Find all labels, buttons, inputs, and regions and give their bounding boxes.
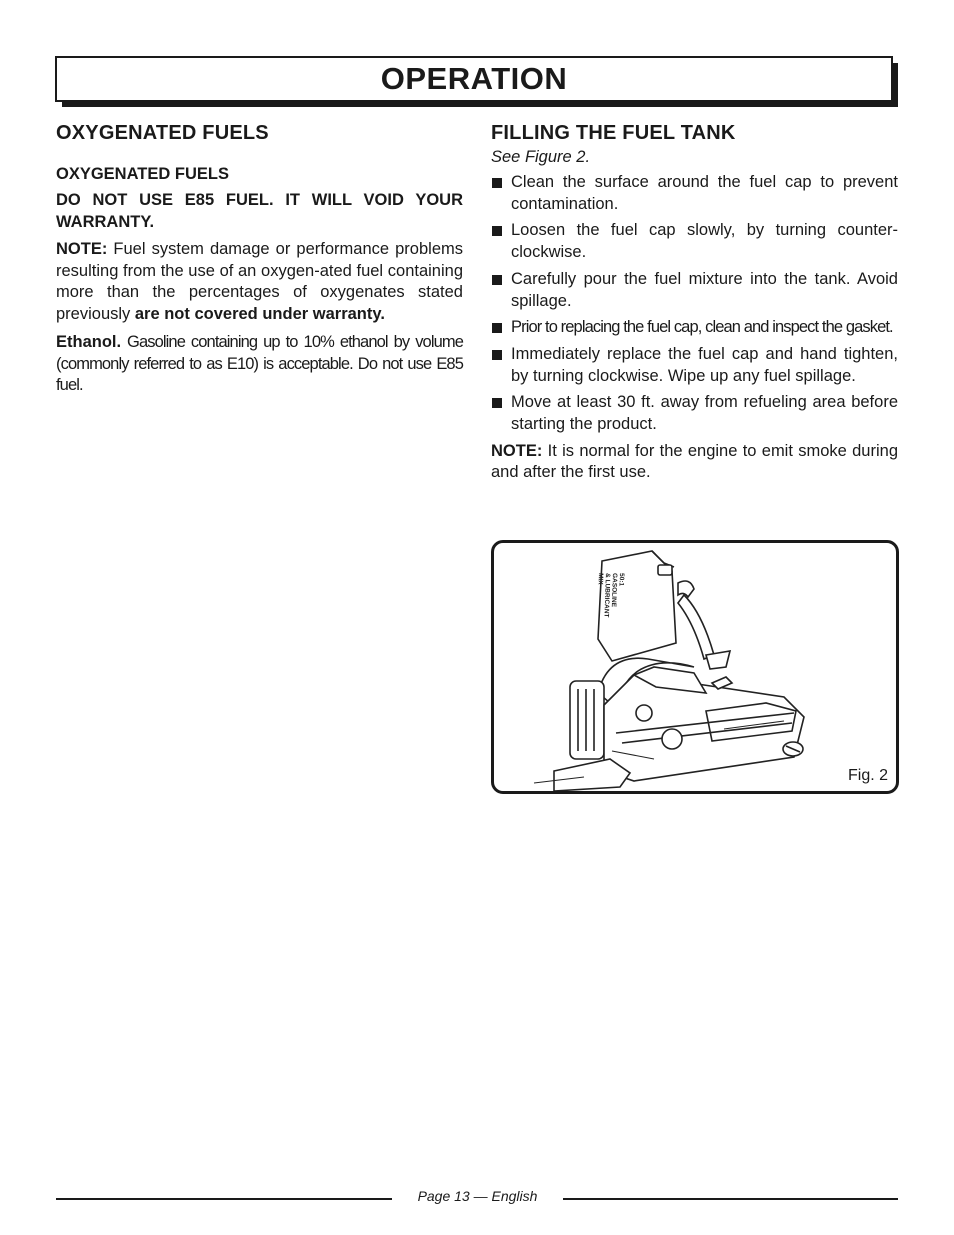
filling-fuel-tank-heading: FILLING THE FUEL TANK (491, 122, 736, 144)
square-bullet-icon (492, 323, 502, 333)
instruction-list (491, 172, 898, 436)
left-column (56, 122, 463, 397)
see-figure-reference: See Figure 2. (491, 148, 591, 166)
square-bullet-icon (492, 226, 502, 236)
square-bullet-icon (492, 350, 502, 360)
ethanol-text: Gasoline containing up to 10% ethanol by volume (commonly referred to as E10) is acceptable. Do not use E85 fuel. (56, 332, 463, 395)
note-bold-end: are not covered under warranty. (134, 305, 385, 324)
can-label-line: MIX (596, 572, 604, 585)
can-label-line: GASOLINE (609, 572, 618, 608)
note-label: NOTE: (56, 240, 108, 258)
footer-rule-left (56, 1198, 392, 1200)
right-column (491, 122, 898, 484)
engine-smoke-note (491, 441, 898, 484)
note-paragraph (56, 239, 463, 326)
ethanol-label: Ethanol. (56, 332, 122, 351)
square-bullet-icon (492, 275, 502, 285)
e85-warning: DO NOT USE E85 FUEL. IT WILL VOID YOUR WARRANTY. (56, 191, 463, 231)
ethanol-paragraph (56, 332, 463, 397)
note-text: Fuel system damage or performance problems resulting from the use of an oxygen-ated fuel containing more than the percentages of oxygenates stated previously (56, 240, 463, 324)
list-item: Loosen the fuel cap slowly, by turning counter-clockwise. (491, 220, 898, 263)
list-item: Prior to replacing the fuel cap, clean and inspect the gasket. (491, 317, 898, 339)
note-text: It is normal for the engine to emit smoke during and after the first use. (491, 441, 898, 482)
can-label-line: 50:1 (617, 572, 625, 587)
chainsaw-icon (554, 658, 804, 791)
square-bullet-icon (492, 178, 502, 188)
list-item: Immediately replace the fuel cap and hand tighten, by turning clockwise. Wipe up any fuel spillage. (491, 344, 898, 387)
oxygenated-fuels-heading: OXYGENATED FUELS (56, 122, 269, 144)
square-bullet-icon (492, 398, 502, 408)
oxygenated-fuels-subheading: OXYGENATED FUELS (56, 165, 229, 183)
list-item: Move at least 30 ft. away from refueling area before starting the product. (491, 392, 898, 435)
chainsaw-refuel-illustration (494, 543, 896, 791)
figure-label: Fig. 2 (847, 767, 888, 784)
list-item: Clean the surface around the fuel cap to prevent contamination. (491, 172, 898, 215)
figure-2-frame (491, 540, 899, 794)
page-title: OPERATION (380, 61, 568, 96)
section-banner (55, 56, 893, 102)
fuel-can-icon (598, 551, 730, 669)
page-footer: Page 13 — English (417, 1188, 538, 1204)
can-label-line: & LUBRICANT (602, 572, 611, 618)
footer-rule-right (563, 1198, 898, 1200)
note-label: NOTE: (491, 441, 543, 460)
list-item: Carefully pour the fuel mixture into the tank. Avoid spillage. (491, 269, 898, 312)
